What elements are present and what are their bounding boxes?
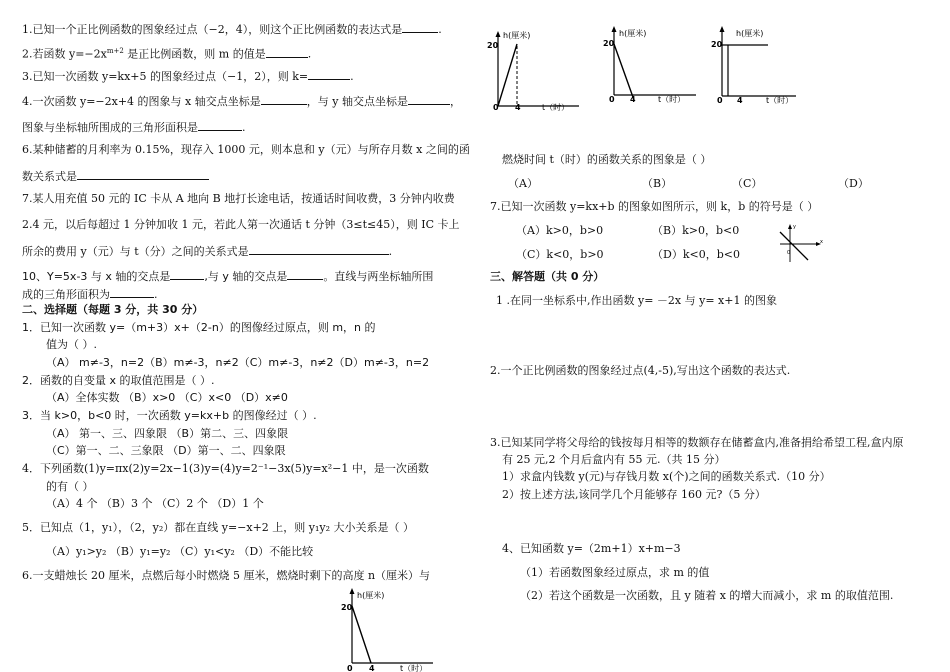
y-axis-label: h(厘米): [503, 31, 531, 40]
option-a-label[interactable]: （A）: [508, 177, 538, 190]
answer-question-2: 2.一个正比例函数的图象经过点(4,-5),写出这个函数的表达式.: [490, 364, 791, 377]
x-tick: 4: [515, 103, 521, 112]
graph-option-c: [600, 24, 700, 104]
answer-blank[interactable]: [110, 286, 154, 298]
answer-question-3-part1: 1）求盒内钱数 y(元)与存钱月数 x(个)之间的函数关系式.（10 分）: [502, 470, 831, 483]
question-fill-10-cont: 成的三角形面积为 .: [22, 288, 158, 301]
x-tick: 4: [630, 95, 636, 104]
x-tick: 4: [369, 664, 375, 672]
origin-label: 0: [717, 96, 723, 104]
section-title-choice: 二、选择题（每题 3 分，共 30 分）: [22, 303, 204, 316]
choice-question-6-cont: 燃烧时间 t（时）的函数关系的图象是（ ）: [502, 153, 712, 166]
choice-options-3a: （A） 第一、三、四象限 （B）第二、三、四象限: [46, 427, 289, 440]
question-fill-10: 10、Y=5x-3 与 x 轴的交点是 ,与 y 轴的交点是 。直线与两坐标轴所围: [22, 270, 434, 283]
x-axis-label: t（时）: [400, 664, 428, 672]
answer-question-3-part2: 2）按上述方法,该同学几个月能够存 160 元?（5 分）: [502, 488, 766, 501]
answer-question-4-part2: （2）若这个函数是一次函数，且 y 随着 x 的增大而减小，求 m 的取值范围.: [520, 589, 894, 602]
question-fill-3: 3.已知一次函数 y=kx+5 的图象经过点（−1，2），则 k= .: [22, 70, 354, 83]
answer-blank[interactable]: [249, 243, 389, 255]
answer-blank[interactable]: [170, 268, 204, 280]
choice-option-7a: （A）k>0，b>0: [516, 224, 604, 237]
answer-question-4: 4、已知函数 y=（2m+1）x+m−3: [502, 542, 681, 555]
choice-options-4: （A）4 个 （B）3 个 （C）2 个 （D）1 个: [46, 497, 264, 510]
question-fill-4: 4.一次函数 y=−2x+4 的图象与 x 轴交点坐标是 ，与 y 轴交点坐标是 ，: [22, 95, 461, 108]
answer-question-1: 1 .在同一坐标系中,作出函数 y= －2x 与 y= x+1 的图象: [496, 294, 777, 307]
choice-question-7: 7.已知一次函数 y=kx+b 的图象如图所示，则 k，b 的符号是（ ）: [490, 200, 819, 213]
y-axis-label: h(厘米): [619, 29, 647, 38]
x-axis-label: x: [820, 239, 823, 245]
answer-blank[interactable]: [266, 46, 308, 58]
x-axis-label: t（时）: [542, 103, 570, 112]
answer-blank[interactable]: [402, 21, 438, 33]
question-fill-6: 6.某种储蓄的月利率为 0.15%，现存入 1000 元，则本息和 y（元）与所存月数 x 之间的函: [22, 143, 470, 156]
answer-blank[interactable]: [408, 93, 450, 105]
x-tick: 4: [737, 96, 743, 104]
choice-question-4-cont: 的有（ ）: [46, 480, 94, 493]
question-fill-4-cont: 图象与坐标轴所围成的三角形面积是 .: [22, 121, 246, 134]
x-axis-label: t（时）: [766, 96, 794, 104]
choice-question-3: 3．当 k>0，b<0 时，一次函数 y=kx+b 的图像经过（ ）.: [22, 409, 317, 422]
choice-question-5: 5．已知点（1，y₁），（2，y₂）都在直线 y=−x+2 上，则 y₁y₂ 大小关系是（ ）: [22, 521, 415, 534]
section-title-answer: 三、解答题（共 0 分）: [490, 270, 605, 283]
choice-question-4: 4．下列函数(1)y=πx(2)y=2x−1(3)y=(4)y=2⁻¹−3x(5)y=x²−1 中，是一次函数: [22, 462, 429, 475]
origin-label: 0: [493, 103, 499, 112]
origin-label: 0: [347, 664, 353, 672]
y-tick: 20: [341, 603, 353, 612]
answer-blank[interactable]: [77, 168, 209, 180]
y-axis-label: h(厘米): [736, 29, 764, 38]
y-axis-label: y: [793, 224, 796, 230]
y-axis-label: h(厘米): [357, 591, 385, 600]
graph-option-d: [708, 24, 808, 104]
answer-blank[interactable]: [198, 119, 242, 131]
choice-question-1: 1．已知一次函数 y=（m+3）x+（2-n）的图像经过原点，则 m，n 的: [22, 321, 376, 334]
question-fill-1: 1.已知一个正比例函数的图象经过点（−2，4），则这个正比例函数的表达式是 .: [22, 23, 442, 36]
choice-option-7b: （B）k>0，b<0: [652, 224, 740, 237]
graph-question-7: [778, 224, 826, 264]
answer-blank[interactable]: [287, 268, 323, 280]
graph-option-a: [338, 586, 438, 672]
option-c-label[interactable]: （C）: [732, 177, 763, 190]
origin-label: 0: [787, 250, 791, 256]
x-axis-label: t（时）: [658, 95, 686, 104]
choice-options-1: （A） m≠-3，n=2（B）m≠-3，n≠2（C）m≠-3，n≠2（D）m≠-3，n=2: [46, 356, 430, 369]
question-fill-6-cont: 数关系式是: [22, 168, 209, 184]
answer-question-3: 3.已知某同学将父母给的钱按每月相等的数额存在储蓄盒内,准备捐给希望工程,盒内原: [490, 436, 904, 449]
choice-question-2: 2．函数的自变量 x 的取值范围是（ ）.: [22, 374, 215, 387]
origin-label: 0: [609, 95, 615, 104]
answer-blank[interactable]: [308, 68, 350, 80]
choice-options-5: （A）y₁>y₂ （B）y₁=y₂ （C）y₁<y₂ （D）不能比较: [46, 545, 314, 558]
y-tick: 20: [487, 41, 499, 50]
question-fill-7-cont2: 所余的费用 y（元）与 t（分）之间的关系式是 .: [22, 245, 393, 258]
y-tick: 20: [711, 40, 723, 49]
answer-question-4-part1: （1）若函数图象经过原点，求 m 的值: [520, 566, 710, 579]
choice-question-6: 6.一支蜡烛长 20 厘米，点燃后每小时燃烧 5 厘米，燃烧时剩下的高度 n（厘米）与: [22, 569, 431, 582]
choice-question-1-cont: 值为（ ）.: [46, 338, 97, 351]
option-b-label[interactable]: （B）: [642, 177, 673, 190]
choice-option-7d: （D）k<0，b<0: [652, 248, 740, 261]
graph-option-b: [484, 26, 584, 112]
choice-options-3b: （C）第一、二、三象限 （D）第一、二、四象限: [46, 444, 286, 457]
choice-option-7c: （C）k<0，b>0: [516, 248, 604, 261]
option-d-label[interactable]: （D）: [838, 177, 869, 190]
answer-question-3-cont: 有 25 元,2 个月后盒内有 55 元.（共 15 分）: [502, 453, 726, 466]
question-fill-7-cont: 2.4 元，以后每超过 1 分钟加收 1 元，若此人第一次通话 t 分钟（3≤t≤45），则 IC 卡上: [22, 218, 460, 231]
choice-options-2: （A）全体实数 （B）x>0 （C）x<0 （D）x≠0: [46, 391, 288, 404]
y-tick: 20: [603, 39, 615, 48]
answer-blank[interactable]: [261, 93, 307, 105]
question-fill-7: 7.某人用充值 50 元的 IC 卡从 A 地向 B 地打长途电话，按通话时间收费，3 分钟内收费: [22, 192, 455, 205]
question-fill-2: 2.若函数 $y=-2x^{m+2}$ 是正比例函数，则 m 的值是 .: [22, 47, 312, 61]
